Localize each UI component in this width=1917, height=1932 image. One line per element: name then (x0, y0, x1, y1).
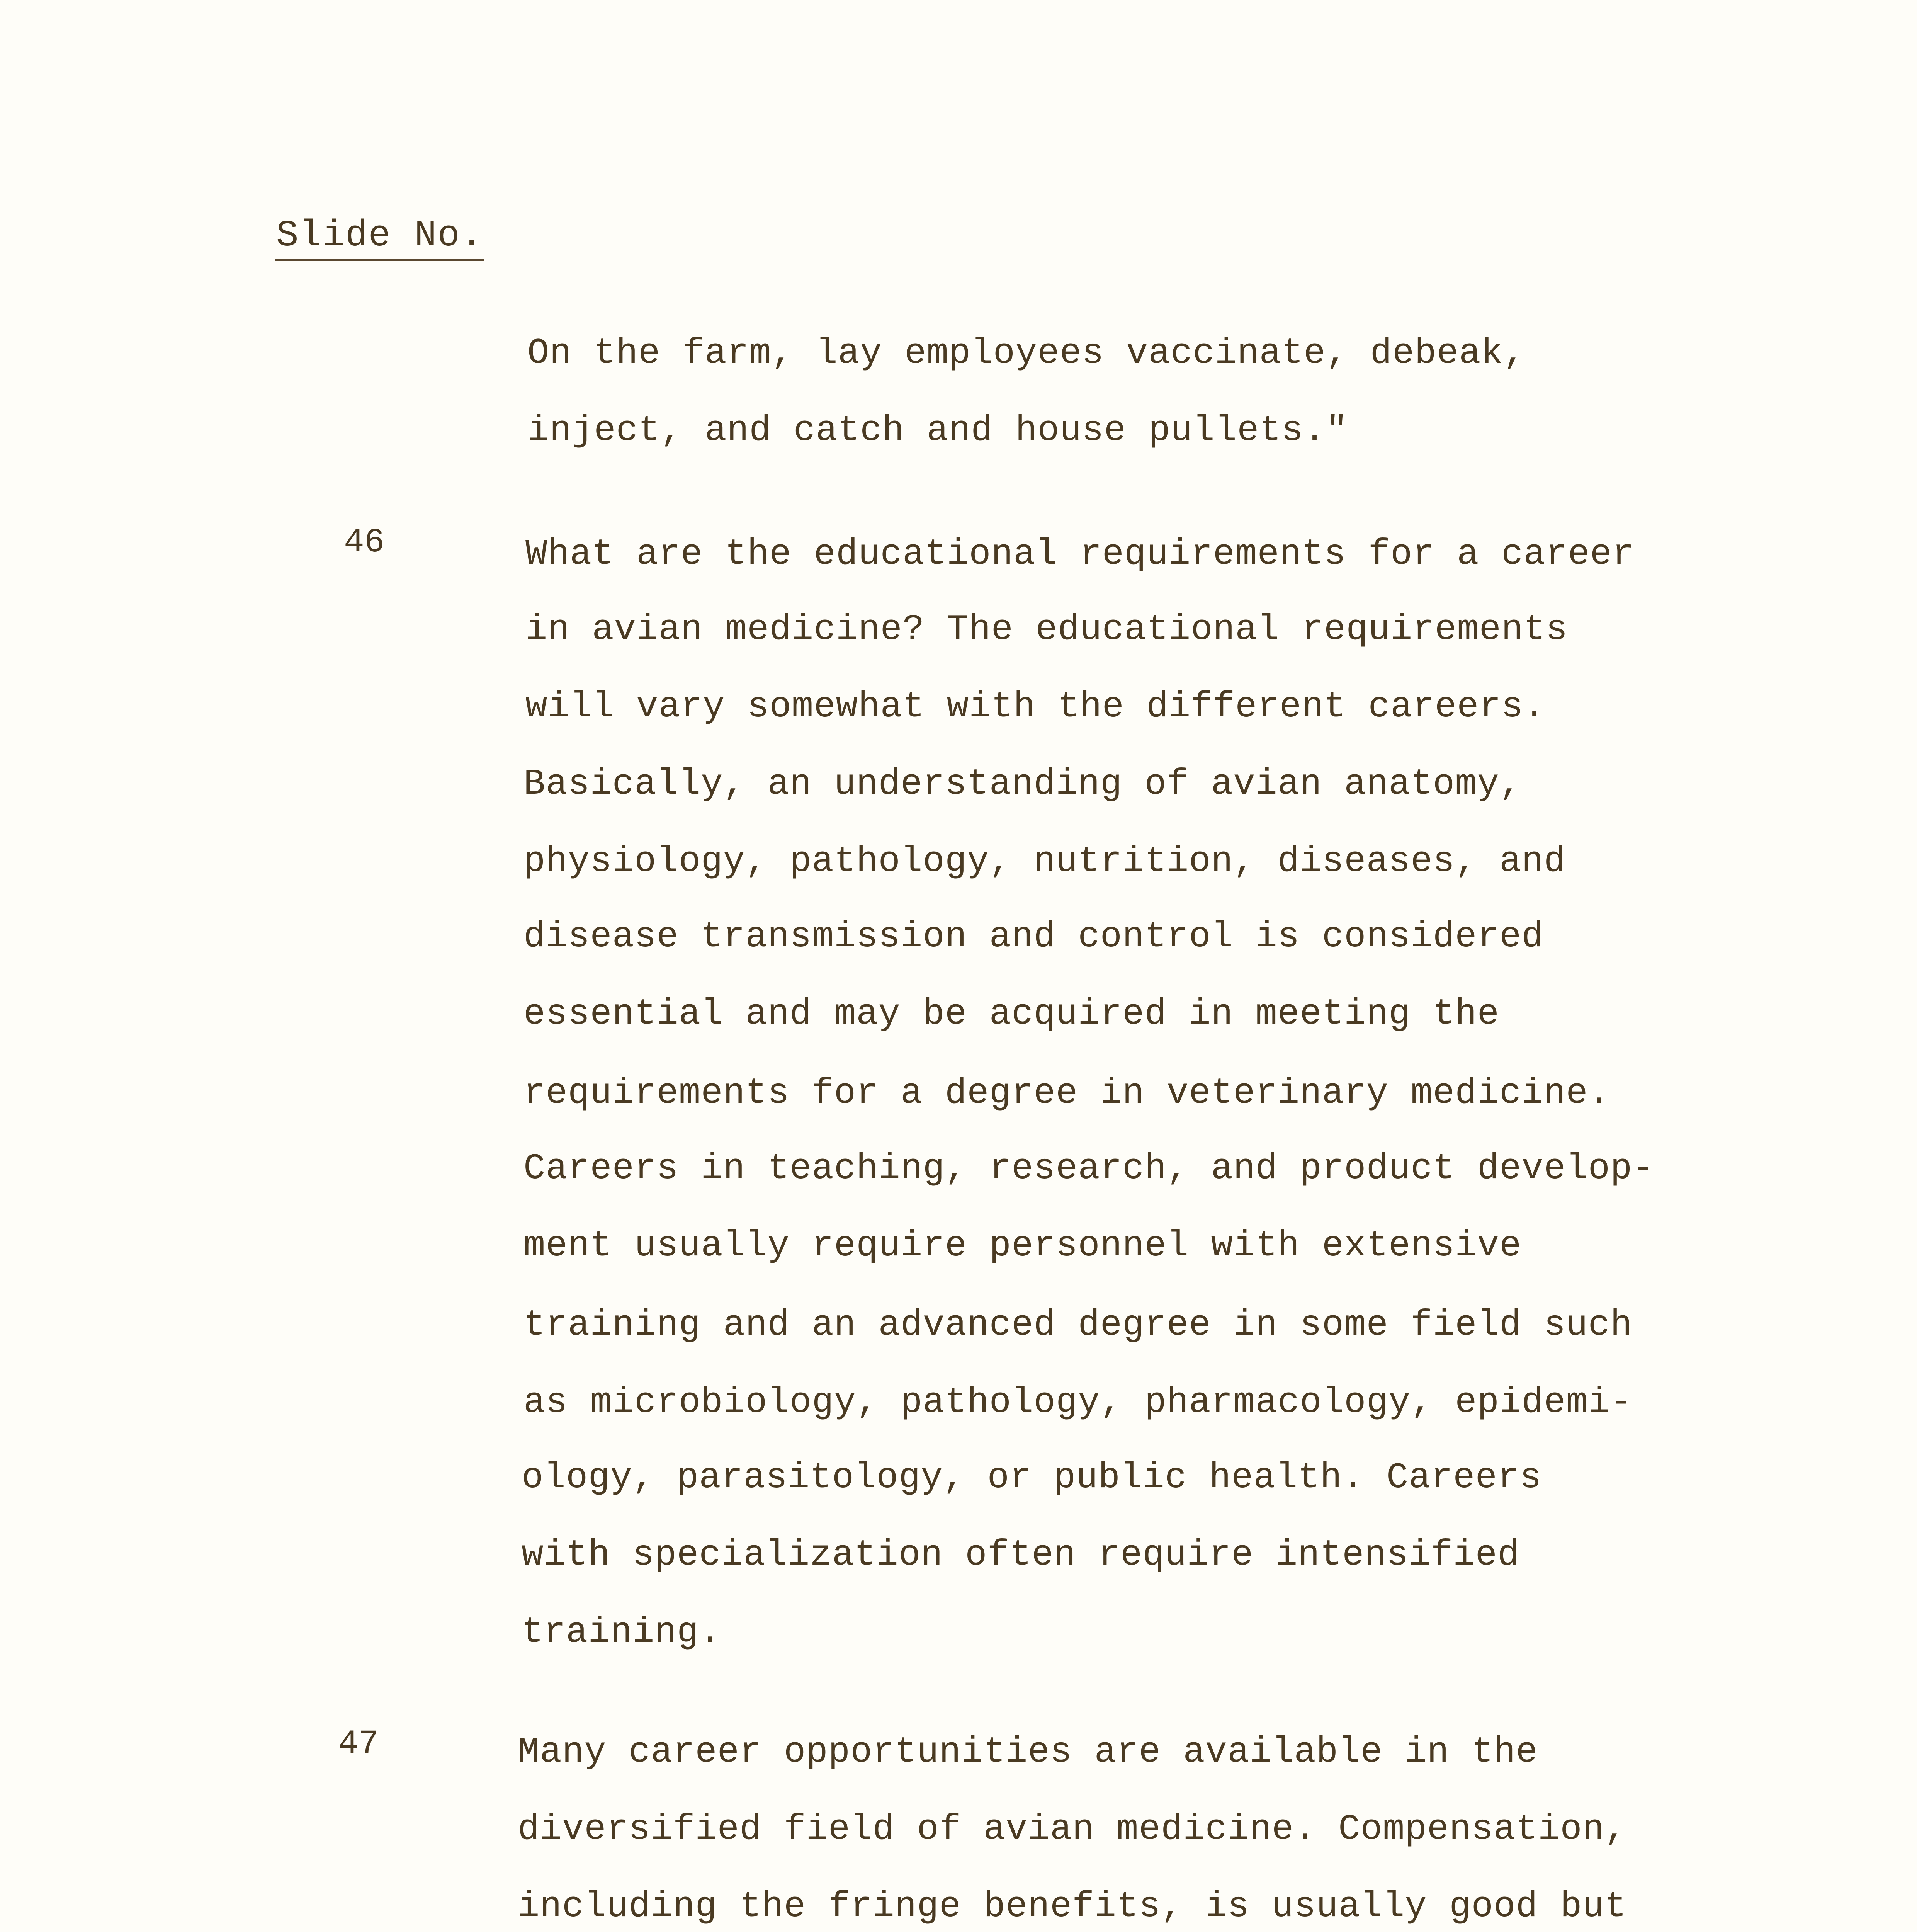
paragraph-line: Many career opportunities are available in the (518, 1732, 1538, 1773)
paragraph-line: ology, parasitology, or public health. Careers (522, 1458, 1542, 1498)
slide-number-46: 46 (344, 524, 385, 562)
paragraph-line: inject, and catch and house pullets." (527, 410, 1348, 451)
paragraph-line: will vary somewhat with the different careers. (525, 687, 1546, 728)
paragraph-line: training. (522, 1612, 721, 1653)
paragraph-line: On the farm, lay employees vaccinate, debeak, (527, 333, 1526, 374)
paragraph-line: essential and may be acquired in meeting the (523, 994, 1500, 1035)
paragraph-line: physiology, pathology, nutrition, diseases, and (523, 841, 1566, 882)
paragraph-line: as microbiology, pathology, pharmacology, epidemi- (523, 1382, 1633, 1423)
paragraph-line: ment usually require personnel with extensive (523, 1226, 1522, 1267)
paragraph-line: with specialization often require intensified (522, 1535, 1520, 1576)
paragraph-line: including the fringe benefits, is usually good but (518, 1886, 1627, 1927)
paragraph-line: Basically, an understanding of avian anatomy, (523, 764, 1522, 805)
paragraph-line: training and an advanced degree in some field such (523, 1305, 1633, 1346)
paragraph-line: disease transmission and control is considered (523, 917, 1544, 957)
paragraph-line: in avian medicine? The educational requirements (525, 609, 1568, 650)
paragraph-line: Careers in teaching, research, and product develop- (523, 1148, 1655, 1189)
paragraph-line: requirements for a degree in veterinary medicine. (523, 1073, 1611, 1114)
paragraph-line: diversified field of avian medicine. Compensation, (518, 1809, 1627, 1850)
paragraph-line: What are the educational requirements for a career (525, 534, 1635, 575)
header-underline (275, 259, 484, 261)
slide-number-header: Slide No. (276, 214, 484, 257)
slide-number-47: 47 (338, 1725, 379, 1764)
